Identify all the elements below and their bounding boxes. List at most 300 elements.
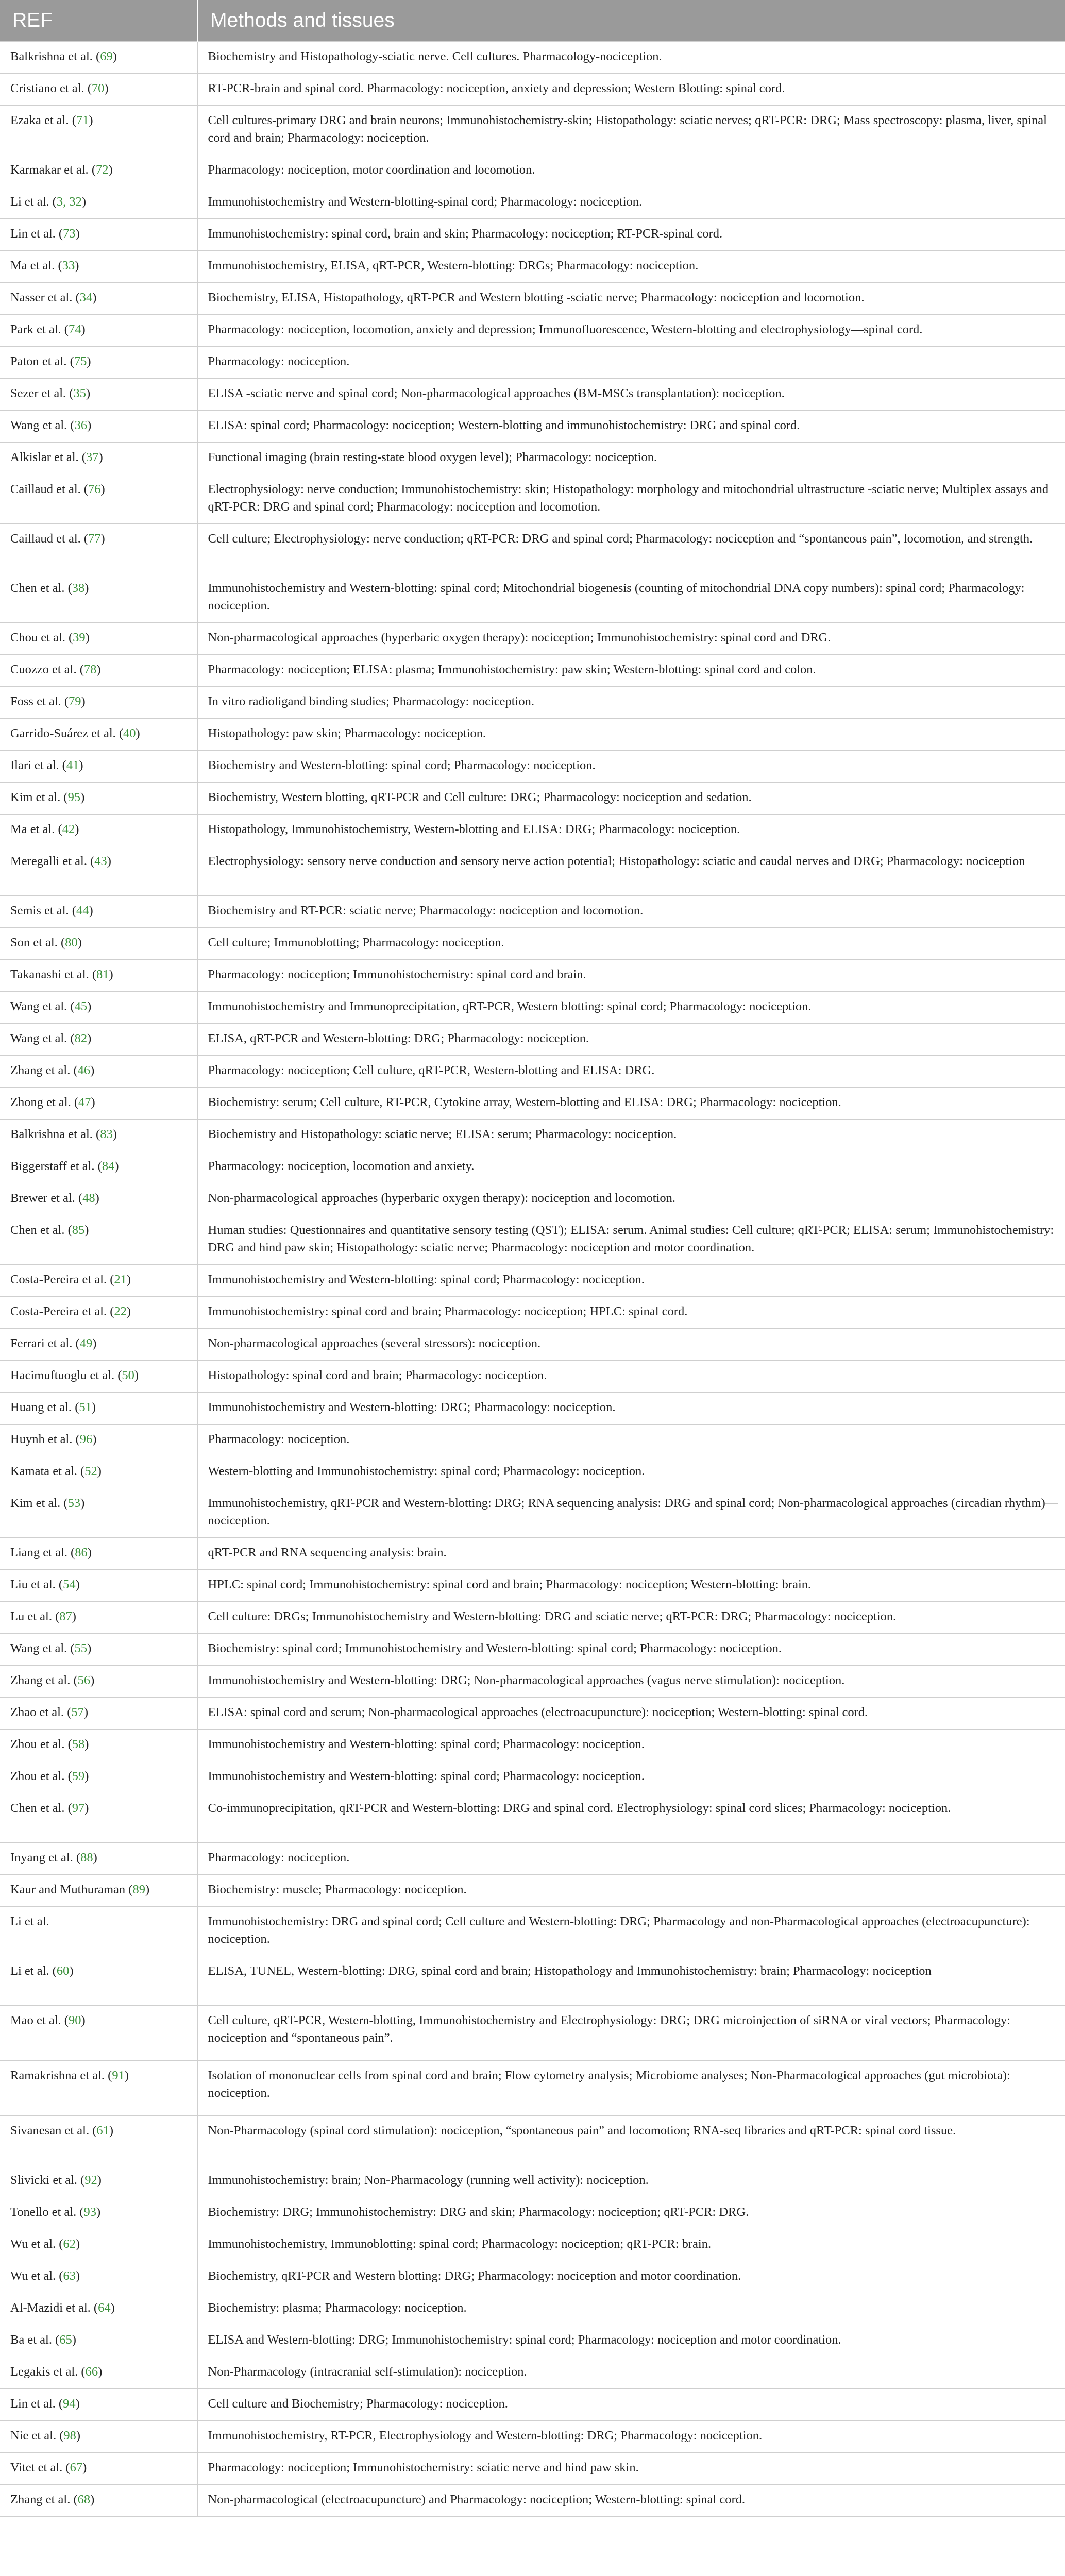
citation-link[interactable]: 3, 32 (56, 195, 82, 209)
author-name: Ba et al. (10, 2333, 52, 2347)
table-row (0, 2389, 1065, 2421)
table-row (0, 443, 1065, 474)
methods-cell: qRT-PCR and RNA sequencing analysis: brain. (197, 1538, 1065, 1570)
table-row (0, 1120, 1065, 1151)
author-name: Ramakrishna et al. (10, 2069, 105, 2082)
author-name: Legakis et al. (10, 2365, 78, 2379)
table-row (0, 474, 1065, 524)
ref-cell: Zhang et al. (56) (0, 1666, 197, 1698)
table-row (0, 2293, 1065, 2325)
table-row (0, 623, 1065, 655)
author-name: Son et al. (10, 936, 58, 950)
author-name: Cristiano et al. (10, 81, 84, 95)
methods-cell: Cell cultures-primary DRG and brain neurons; Immunohistochemistry-skin; Histopathology: sciatic nerves; qRT-PCR: DRG; Mass spectroscopy: plasma, liver, spinal cord and brain; Pharmacology: nociception. (197, 106, 1065, 155)
citation-link[interactable]: 71 (76, 113, 89, 127)
table-row (0, 846, 1065, 896)
author-name: Mao et al. (10, 2013, 61, 2027)
citation-link[interactable]: 83 (100, 1127, 113, 1141)
methods-cell: Non-pharmacological approaches (several stressors): nociception. (197, 1329, 1065, 1361)
author-name: Sivanesan et al. (10, 2124, 90, 2138)
methods-cell: Biochemistry: muscle; Pharmacology: nociception. (197, 1875, 1065, 1907)
table-row (0, 1425, 1065, 1456)
methods-cell: ELISA: spinal cord; Pharmacology: nociception; Western-blotting and immunohistochemistry: DRG and spinal cord. (197, 411, 1065, 443)
table-row (0, 573, 1065, 623)
table-row (0, 1730, 1065, 1761)
author-name: Sezer et al. (10, 386, 66, 400)
citation-link[interactable]: 96 (79, 1432, 93, 1446)
methods-cell: Isolation of mononuclear cells from spinal cord and brain; Flow cytometry analysis; Microbiome analyses; Non-Pharmacological approaches (gut microbiota): nociception. (197, 2061, 1065, 2116)
ref-cell: Chen et al. (97) (0, 1793, 197, 1843)
citation-link[interactable]: 94 (63, 2397, 76, 2411)
table-row (0, 2165, 1065, 2197)
citation-link[interactable]: 51 (79, 1400, 92, 1414)
ref-cell: Vitet et al. (67) (0, 2453, 197, 2485)
methods-cell: Biochemistry, ELISA, Histopathology, qRT-PCR and Western blotting -sciatic nerve; Pharmacology: nociception and locomotion. (197, 283, 1065, 315)
methods-cell: Electrophysiology: sensory nerve conduction and sensory nerve action potential; Histopathology: sciatic and caudal nerves and DRG; Pharmacology: nociception (197, 846, 1065, 896)
author-name: Huynh et al. (10, 1432, 73, 1446)
author-name: Huang et al. (10, 1400, 72, 1414)
citation-link[interactable]: 21 (114, 1273, 127, 1286)
methods-cell: Immunohistochemistry, qRT-PCR and Western-blotting: DRG; RNA sequencing analysis: DRG and spinal cord; Non-pharmacological approaches (circadian rhythm)—nociception. (197, 1488, 1065, 1538)
author-name: Li et al. (10, 1964, 49, 1978)
table-row (0, 655, 1065, 687)
ref-cell: Paton et al. (75) (0, 347, 197, 379)
citation-link[interactable]: 73 (63, 227, 76, 241)
citation-link[interactable]: 97 (72, 1801, 85, 1815)
table-row (0, 1761, 1065, 1793)
author-name: Karmakar et al. (10, 163, 89, 177)
citation-link[interactable]: 79 (68, 694, 81, 708)
citation-link[interactable]: 65 (59, 2333, 72, 2347)
citation-link[interactable]: 37 (86, 450, 99, 464)
author-name: Chen et al. (10, 581, 65, 595)
citation-link[interactable]: 62 (63, 2237, 76, 2251)
table-row (0, 1843, 1065, 1875)
ref-cell: Park et al. (74) (0, 315, 197, 347)
ref-cell: Ba et al. (65) (0, 2325, 197, 2357)
ref-cell: Costa-Pereira et al. (21) (0, 1265, 197, 1297)
table-row (0, 1538, 1065, 1570)
author-name: Al-Mazidi et al. (10, 2301, 91, 2315)
table-row (0, 1570, 1065, 1602)
methods-cell: Immunohistochemistry, RT-PCR, Electrophysiology and Western-blotting: DRG; Pharmacology: nociception. (197, 2421, 1065, 2453)
methods-cell: Biochemistry: serum; Cell culture, RT-PCR, Cytokine array, Western-blotting and ELISA: DRG; Pharmacology: nociception. (197, 1088, 1065, 1120)
table-row (0, 2061, 1065, 2116)
table-row (0, 719, 1065, 751)
methods-cell: Immunohistochemistry and Western-blotting: spinal cord; Pharmacology: nociception. (197, 1761, 1065, 1793)
author-name: Kim et al. (10, 790, 61, 804)
author-name: Chen et al. (10, 1801, 65, 1815)
ref-cell: Cristiano et al. (70) (0, 74, 197, 106)
ref-cell: Son et al. (80) (0, 928, 197, 960)
table-row (0, 1361, 1065, 1393)
author-name: Nie et al. (10, 2429, 57, 2443)
citation-link[interactable]: 35 (73, 386, 86, 400)
citation-link[interactable]: 57 (71, 1705, 84, 1719)
ref-cell: Ilari et al. (41) (0, 751, 197, 783)
citation-link[interactable]: 66 (85, 2365, 98, 2379)
table-row (0, 960, 1065, 992)
table-row (0, 928, 1065, 960)
methods-cell: Pharmacology: nociception; Immunohistochemistry: spinal cord and brain. (197, 960, 1065, 992)
table-row (0, 2357, 1065, 2389)
author-name: Kamata et al. (10, 1464, 77, 1478)
ref-cell: Balkrishna et al. (83) (0, 1120, 197, 1151)
methods-cell: Immunohistochemistry: spinal cord, brain and skin; Pharmacology: nociception; RT-PCR-spinal cord. (197, 219, 1065, 251)
table-row (0, 524, 1065, 573)
citation-link[interactable]: 53 (67, 1496, 81, 1510)
author-name: Balkrishna et al. (10, 49, 93, 63)
methods-cell: Cell culture and Biochemistry; Pharmacology: nociception. (197, 2389, 1065, 2421)
methods-cell: Pharmacology: nociception; Immunohistochemistry: sciatic nerve and hind paw skin. (197, 2453, 1065, 2485)
citation-link[interactable]: 22 (114, 1304, 127, 1318)
ref-cell: Wu et al. (63) (0, 2261, 197, 2293)
ref-cell: Chou et al. (39) (0, 623, 197, 655)
author-name: Meregalli et al. (10, 854, 87, 868)
citation-link[interactable]: 82 (74, 1031, 88, 1045)
citation-link[interactable]: 91 (112, 2069, 125, 2082)
ref-cell: Mao et al. (90) (0, 2006, 197, 2061)
table-row (0, 1183, 1065, 1215)
ref-cell: Wang et al. (36) (0, 411, 197, 443)
ref-cell: Meregalli et al. (43) (0, 846, 197, 896)
methods-cell: Biochemistry and Western-blotting: spinal cord; Pharmacology: nociception. (197, 751, 1065, 783)
author-name: Takanashi et al. (10, 968, 89, 981)
ref-cell: Ramakrishna et al. (91) (0, 2061, 197, 2116)
citation-link[interactable]: 89 (132, 1883, 145, 1896)
ref-cell: Brewer et al. (48) (0, 1183, 197, 1215)
ref-cell: Nie et al. (98) (0, 2421, 197, 2453)
author-name: Chou et al. (10, 631, 65, 645)
author-name: Nasser et al. (10, 291, 73, 304)
citation-link[interactable]: 77 (88, 532, 101, 546)
methods-cell: Immunohistochemistry and Immunoprecipitation, qRT-PCR, Western blotting: spinal cord; Pharmacology: nociception. (197, 992, 1065, 1024)
author-name: Park et al. (10, 323, 61, 336)
ref-cell: Huynh et al. (96) (0, 1425, 197, 1456)
citation-link[interactable]: 39 (73, 631, 86, 645)
table-row (0, 411, 1065, 443)
author-name: Zhong et al. (10, 1095, 71, 1109)
citation-link[interactable]: 54 (63, 1578, 76, 1591)
table-row (0, 992, 1065, 1024)
methods-cell: Pharmacology: nociception. (197, 1425, 1065, 1456)
methods-cell: Human studies: Questionnaires and quantitative sensory testing (QST); ELISA: serum. Animal studies: Cell culture; qRT-PCR; ELISA: serum; Immunohistochemistry: DRG and hind paw skin; Histopathology: sciatic nerve; Pharmacology: nociception and motor coordination. (197, 1215, 1065, 1265)
author-name: Ezaka et al. (10, 113, 69, 127)
table-row (0, 1329, 1065, 1361)
citation-link[interactable]: 55 (74, 1641, 88, 1655)
ref-cell: Zhang et al. (46) (0, 1056, 197, 1088)
table-row (0, 1056, 1065, 1088)
ref-cell: Cuozzo et al. (78) (0, 655, 197, 687)
ref-cell: Kaur and Muthuraman (89) (0, 1875, 197, 1907)
ref-cell: Kim et al. (53) (0, 1488, 197, 1538)
author-name: Li et al. (10, 1914, 49, 1928)
ref-cell: Li et al. (3, 32) (0, 187, 197, 219)
table-row (0, 315, 1065, 347)
ref-cell: Slivicki et al. (92) (0, 2165, 197, 2197)
table-row (0, 1265, 1065, 1297)
methods-cell: Pharmacology: nociception; ELISA: plasma; Immunohistochemistry: paw skin; Western-blotting: spinal cord and colon. (197, 655, 1065, 687)
ref-cell: Chen et al. (38) (0, 573, 197, 623)
methods-cell: Cell culture; Electrophysiology: nerve conduction; qRT-PCR: DRG and spinal cord; Pharmacology: nociception and “spontaneous pain”, locomotion, and strength. (197, 524, 1065, 573)
methods-cell: Functional imaging (brain resting-state blood oxygen level); Pharmacology: nociception. (197, 443, 1065, 474)
citation-link[interactable]: 81 (96, 968, 109, 981)
citation-link[interactable]: 69 (100, 49, 113, 63)
citation-link[interactable]: 52 (84, 1464, 97, 1478)
ref-cell: Tonello et al. (93) (0, 2197, 197, 2229)
methods-cell: In vitro radioligand binding studies; Pharmacology: nociception. (197, 687, 1065, 719)
citation-link[interactable]: 75 (74, 354, 87, 368)
table-row (0, 1088, 1065, 1120)
citation-link[interactable]: 70 (91, 81, 105, 95)
methods-cell: Histopathology: paw skin; Pharmacology: nociception. (197, 719, 1065, 751)
citation-link[interactable]: 38 (72, 581, 85, 595)
author-name: Foss et al. (10, 694, 61, 708)
methods-cell: Electrophysiology: nerve conduction; Immunohistochemistry: skin; Histopathology: morphology and mitochondrial ultrastructure -sciatic nerve; Multiplex assays and qRT-PCR: DRG and spinal cord; Pharmacology: nociception and locomotion. (197, 474, 1065, 524)
author-name: Ilari et al. (10, 758, 59, 772)
author-name: Vitet et al. (10, 2461, 63, 2475)
methods-cell: Immunohistochemistry: brain; Non-Pharmacology (running well activity): nociception. (197, 2165, 1065, 2197)
methods-cell: RT-PCR-brain and spinal cord. Pharmacology: nociception, anxiety and depression; Western Blotting: spinal cord. (197, 74, 1065, 106)
table-row (0, 187, 1065, 219)
methods-cell: ELISA, TUNEL, Western-blotting: DRG, spinal cord and brain; Histopathology and Immunohistochemistry: brain; Pharmacology: nociception (197, 1956, 1065, 2006)
table-row (0, 1393, 1065, 1425)
citation-link[interactable]: 44 (76, 904, 89, 918)
ref-cell: Alkislar et al. (37) (0, 443, 197, 474)
author-name: Garrido-Suárez et al. (10, 726, 116, 740)
table-row (0, 1151, 1065, 1183)
table-body (0, 42, 1065, 2517)
citation-link[interactable]: 98 (63, 2429, 76, 2443)
ref-cell: Biggerstaff et al. (84) (0, 1151, 197, 1183)
methods-cell: HPLC: spinal cord; Immunohistochemistry: spinal cord and brain; Pharmacology: nociception; Western-blotting: brain. (197, 1570, 1065, 1602)
table-row (0, 1793, 1065, 1843)
citation-link[interactable]: 88 (80, 1851, 93, 1865)
methods-cell: Immunohistochemistry, Immunoblotting: spinal cord; Pharmacology: nociception; qRT-PCR: brain. (197, 2229, 1065, 2261)
table-row (0, 106, 1065, 155)
ref-cell: Balkrishna et al. (69) (0, 42, 197, 74)
citation-link[interactable]: 40 (123, 726, 136, 740)
citation-link[interactable]: 64 (98, 2301, 111, 2315)
author-name: Wang et al. (10, 418, 67, 432)
citation-link[interactable]: 60 (56, 1964, 70, 1978)
author-name: Zhang et al. (10, 1673, 71, 1687)
ref-cell: Ferrari et al. (49) (0, 1329, 197, 1361)
methods-cell: Cell culture: DRGs; Immunohistochemistry and Western-blotting: DRG and sciatic nerve; qRT-PCR: DRG; Pharmacology: nociception. (197, 1602, 1065, 1634)
citation-link[interactable]: 33 (62, 259, 75, 273)
author-name: Inyang et al. (10, 1851, 73, 1865)
ref-cell: Costa-Pereira et al. (22) (0, 1297, 197, 1329)
author-name: Hacimuftuoglu et al. (10, 1368, 115, 1382)
ref-cell: Garrido-Suárez et al. (40) (0, 719, 197, 751)
methods-cell: Immunohistochemistry: DRG and spinal cord; Cell culture and Western-blotting: DRG; Pharmacology and non-Pharmacological approaches (electroacupuncture): nociception. (197, 1907, 1065, 1956)
author-name: Wang et al. (10, 1031, 67, 1045)
citation-link[interactable]: 50 (122, 1368, 134, 1382)
table-row (0, 2261, 1065, 2293)
ref-cell: Semis et al. (44) (0, 896, 197, 928)
ref-cell: Ma et al. (33) (0, 251, 197, 283)
citation-link[interactable]: 85 (72, 1223, 85, 1237)
author-name: Lu et al. (10, 1609, 52, 1623)
methods-cell: Immunohistochemistry and Western-blotting: DRG; Non-pharmacological approaches (vagus nerve stimulation): nociception. (197, 1666, 1065, 1698)
ref-cell: Zhang et al. (68) (0, 2485, 197, 2517)
citation-link[interactable]: 43 (94, 854, 107, 868)
table-row (0, 1956, 1065, 2006)
table-row (0, 1602, 1065, 1634)
citation-link[interactable]: 93 (83, 2205, 97, 2219)
citation-link[interactable]: 36 (74, 418, 88, 432)
author-name: Lin et al. (10, 2397, 56, 2411)
citation-link[interactable]: 80 (65, 936, 78, 950)
citation-link[interactable]: 45 (74, 999, 88, 1013)
citation-link[interactable]: 84 (102, 1159, 115, 1173)
author-name: Wu et al. (10, 2237, 56, 2251)
author-name: Ma et al. (10, 259, 55, 273)
author-name: Costa-Pereira et al. (10, 1273, 107, 1286)
author-name: Zhang et al. (10, 2493, 71, 2506)
methods-cell: Biochemistry: spinal cord; Immunohistochemistry and Western-blotting: spinal cord; Pharmacology: nociception. (197, 1634, 1065, 1666)
table-row (0, 1024, 1065, 1056)
citation-link[interactable]: 72 (95, 163, 109, 177)
ref-cell: Sivanesan et al. (61) (0, 2116, 197, 2165)
table-row (0, 1297, 1065, 1329)
author-name: Biggerstaff et al. (10, 1159, 95, 1173)
methods-cell: Histopathology, Immunohistochemistry, Western-blotting and ELISA: DRG; Pharmacology: nociception. (197, 815, 1065, 846)
ref-cell: Caillaud et al. (77) (0, 524, 197, 573)
table-row (0, 2453, 1065, 2485)
author-name: Li et al. (10, 195, 49, 209)
methods-cell: Pharmacology: nociception. (197, 1843, 1065, 1875)
methods-cell: Biochemistry, qRT-PCR and Western blotting: DRG; Pharmacology: nociception and motor coordination. (197, 2261, 1065, 2293)
ref-cell: Wang et al. (82) (0, 1024, 197, 1056)
methods-cell: Western-blotting and Immunohistochemistry: spinal cord; Pharmacology: nociception. (197, 1456, 1065, 1488)
ref-cell: Lin et al. (73) (0, 219, 197, 251)
author-name: Zhou et al. (10, 1737, 65, 1751)
methods-cell: Non-pharmacological approaches (hyperbaric oxygen therapy): nociception; Immunohistochemistry: spinal cord and DRG. (197, 623, 1065, 655)
author-name: Lin et al. (10, 227, 56, 241)
methods-cell: Non-pharmacological approaches (hyperbaric oxygen therapy): nociception and locomotion. (197, 1183, 1065, 1215)
methods-cell: Pharmacology: nociception, locomotion, anxiety and depression; Immunofluorescence, Western-blotting and electrophysiology—spinal cord. (197, 315, 1065, 347)
ref-cell: Takanashi et al. (81) (0, 960, 197, 992)
citation-link[interactable]: 42 (62, 822, 75, 836)
methods-cell: Cell culture, qRT-PCR, Western-blotting, Immunohistochemistry and Electrophysiology: DRG; DRG microinjection of siRNA or viral vectors; Pharmacology: nociception and “spontaneous pain”. (197, 2006, 1065, 2061)
ref-cell: Zhou et al. (58) (0, 1730, 197, 1761)
citation-link[interactable]: 34 (79, 291, 93, 304)
author-name: Paton et al. (10, 354, 67, 368)
author-name: Zhang et al. (10, 1063, 71, 1077)
author-name: Zhou et al. (10, 1769, 65, 1783)
citation-link[interactable]: 58 (72, 1737, 85, 1751)
ref-cell: Inyang et al. (88) (0, 1843, 197, 1875)
citation-link[interactable]: 63 (63, 2269, 76, 2283)
table-row (0, 155, 1065, 187)
citation-link[interactable]: 74 (68, 323, 81, 336)
citation-link[interactable]: 95 (67, 790, 81, 804)
author-name: Wang et al. (10, 1641, 67, 1655)
ref-cell (0, 1907, 197, 1956)
ref-cell: Nasser et al. (34) (0, 283, 197, 315)
methods-cell: Pharmacology: nociception, motor coordination and locomotion. (197, 155, 1065, 187)
citation-link[interactable]: 76 (88, 482, 101, 496)
citation-link[interactable]: 86 (75, 1546, 88, 1560)
author-name: Caillaud et al. (10, 532, 81, 546)
column-header-ref: REF (0, 0, 197, 42)
methods-cell: Co-immunoprecipitation, qRT-PCR and Western-blotting: DRG and spinal cord. Electrophysiology: spinal cord slices; Pharmacology: nociception. (197, 1793, 1065, 1843)
citation-link[interactable]: 49 (79, 1336, 93, 1350)
author-name: Ferrari et al. (10, 1336, 73, 1350)
ref-cell: Foss et al. (79) (0, 687, 197, 719)
author-name: Wang et al. (10, 999, 67, 1013)
table-row (0, 1907, 1065, 1956)
methods-cell: Biochemistry and Histopathology-sciatic nerve. Cell cultures. Pharmacology-nociception. (197, 42, 1065, 74)
ref-cell: Wu et al. (62) (0, 2229, 197, 2261)
methods-cell: Pharmacology: nociception. (197, 347, 1065, 379)
author-name: Wu et al. (10, 2269, 56, 2283)
citation-link[interactable]: 46 (77, 1063, 91, 1077)
ref-cell: Sezer et al. (35) (0, 379, 197, 411)
author-name: Chen et al. (10, 1223, 65, 1237)
methods-cell: Immunohistochemistry: spinal cord and brain; Pharmacology: nociception; HPLC: spinal cord. (197, 1297, 1065, 1329)
table-row (0, 2116, 1065, 2165)
author-name: Cuozzo et al. (10, 663, 77, 676)
methods-cell: Immunohistochemistry and Western-blotting: spinal cord; Pharmacology: nociception. (197, 1730, 1065, 1761)
citation-link[interactable]: 67 (70, 2461, 83, 2475)
citation-link[interactable]: 48 (82, 1191, 95, 1205)
citation-link[interactable]: 56 (77, 1673, 91, 1687)
citation-link[interactable]: 87 (59, 1609, 72, 1623)
citation-link[interactable]: 68 (77, 2493, 91, 2506)
table-row (0, 1488, 1065, 1538)
citation-link[interactable]: 47 (78, 1095, 91, 1109)
author-name: Kaur and Muthuraman (10, 1883, 126, 1896)
methods-cell: Non-pharmacological (electroacupuncture) and Pharmacology: nociception; Western-blotting: spinal cord. (197, 2485, 1065, 2517)
citation-link[interactable]: 92 (84, 2173, 97, 2187)
table-row (0, 687, 1065, 719)
author-name: Caillaud et al. (10, 482, 81, 496)
table-row (0, 379, 1065, 411)
ref-cell: Karmakar et al. (72) (0, 155, 197, 187)
author-name: Slivicki et al. (10, 2173, 77, 2187)
citation-link[interactable]: 90 (68, 2013, 81, 2027)
methods-cell: Immunohistochemistry and Western-blotting: spinal cord; Pharmacology: nociception. (197, 1265, 1065, 1297)
author-name: Ma et al. (10, 822, 55, 836)
table-row (0, 896, 1065, 928)
ref-cell: Zhou et al. (59) (0, 1761, 197, 1793)
table-row (0, 283, 1065, 315)
table-row (0, 347, 1065, 379)
ref-cell: Huang et al. (51) (0, 1393, 197, 1425)
table-row (0, 1666, 1065, 1698)
methods-cell: Biochemistry, Western blotting, qRT-PCR and Cell culture: DRG; Pharmacology: nociception and sedation. (197, 783, 1065, 815)
methods-cell: Non-Pharmacology (intracranial self-stimulation): nociception. (197, 2357, 1065, 2389)
citation-link[interactable]: 41 (66, 758, 79, 772)
methods-cell: Pharmacology: nociception; Cell culture, qRT-PCR, Western-blotting and ELISA: DRG. (197, 1056, 1065, 1088)
methods-cell: Cell culture; Immunoblotting; Pharmacology: nociception. (197, 928, 1065, 960)
citation-link[interactable]: 61 (96, 2124, 109, 2138)
table-row (0, 219, 1065, 251)
ref-cell: Kamata et al. (52) (0, 1456, 197, 1488)
citation-link[interactable]: 78 (83, 663, 97, 676)
ref-cell: Lu et al. (87) (0, 1602, 197, 1634)
ref-cell: Lin et al. (94) (0, 2389, 197, 2421)
methods-cell: Non-Pharmacology (spinal cord stimulation): nociception, “spontaneous pain” and locomotion; RNA-seq libraries and qRT-PCR: spinal cord tissue. (197, 2116, 1065, 2165)
ref-cell: Hacimuftuoglu et al. (50) (0, 1361, 197, 1393)
table-row (0, 2197, 1065, 2229)
ref-cell: Wang et al. (45) (0, 992, 197, 1024)
methods-cell: ELISA, qRT-PCR and Western-blotting: DRG; Pharmacology: nociception. (197, 1024, 1065, 1056)
citation-link[interactable]: 59 (72, 1769, 85, 1783)
table-row (0, 751, 1065, 783)
